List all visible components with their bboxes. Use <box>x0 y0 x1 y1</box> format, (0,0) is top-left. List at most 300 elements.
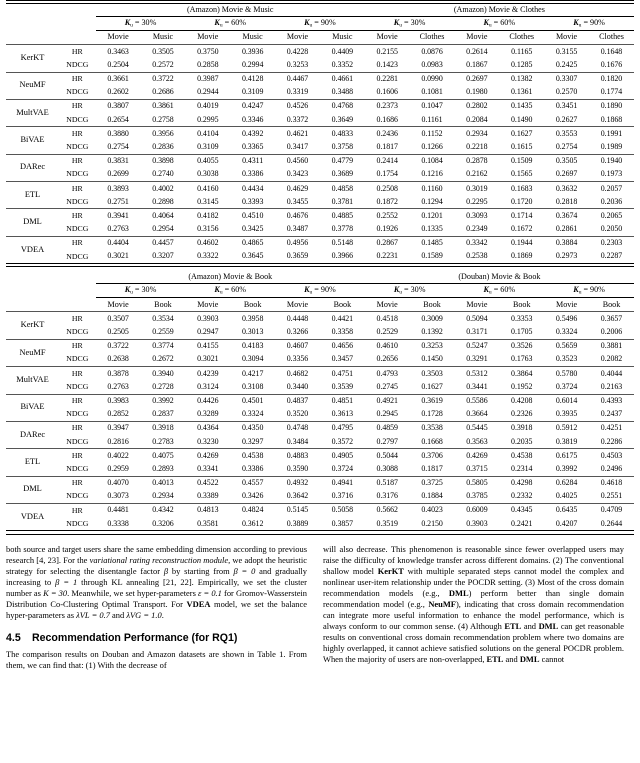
cell-DML-HR-7: 0.3725 <box>410 476 455 490</box>
cell-BiVAE-NDCG-11: 0.2437 <box>600 409 623 419</box>
cell-DML-HR-4: 0.4932 <box>275 476 320 490</box>
cell-DML-NDCG-5: 0.3778 <box>331 224 354 234</box>
metric-label-hr: HR <box>59 127 96 141</box>
cell-KerKT-HR-0: 0.3463 <box>107 46 129 56</box>
ku-header-0-2: $K_u = 90\%$ <box>275 17 365 31</box>
cell-KerKT-HR-11: 0.3657 <box>600 313 623 323</box>
rpa: will also decrease. This phenomenon is reasonable since fewer overlapped users may raise the difficulty of knowledge transfer across different domains. (2) The conventional shallow model <box>323 543 624 576</box>
cell-DML-NDCG-2: 0.3389 <box>197 491 219 501</box>
cell-MultVAE-HR-5: 0.4768 <box>320 99 365 113</box>
metric-label-hr: HR <box>71 46 83 56</box>
table2 <box>6 271 634 530</box>
ku-header-row <box>6 17 634 31</box>
cell-MultVAE-NDCG-3: 0.3346 <box>241 114 264 124</box>
cell-KerKT-HR-4: 0.4228 <box>286 46 309 56</box>
cell-NeuMF-HR-9: 0.3526 <box>499 339 544 353</box>
ku-header-1-0: $K_u = 30\%$ <box>365 284 455 298</box>
cell-NeuMF-NDCG-7: 0.1450 <box>421 354 443 364</box>
cell-ETL-NDCG-7: 0.1294 <box>421 196 443 206</box>
cell-ETL-NDCG-7: 0.1817 <box>421 463 443 473</box>
metric-label-hr: HR <box>59 367 96 381</box>
cell-DML-NDCG-6: 0.1926 <box>376 224 398 234</box>
cell-MultVAE-NDCG-0: 0.2654 <box>107 114 129 124</box>
ku-header-row <box>6 284 634 298</box>
cell-ETL-NDCG-6: 0.3088 <box>376 463 398 473</box>
metric-label-ndcg: NDCG <box>66 491 89 501</box>
right-column <box>323 544 624 672</box>
section-number: 4.5 <box>6 631 21 644</box>
cell-BiVAE-NDCG-4: 0.3520 <box>286 409 309 419</box>
domain-header-left-3: Book <box>230 298 275 312</box>
model-name-VDEA: VDEA <box>6 504 59 531</box>
metric-label-ndcg: NDCG <box>66 518 89 528</box>
cell-BiVAE-HR-4: 0.4837 <box>275 394 320 408</box>
cell-DARec-NDCG-10: 0.3819 <box>555 436 578 446</box>
cell-ETL-HR-6: 0.2508 <box>365 182 410 196</box>
cell-VDEA-HR-5: 0.5058 <box>320 504 365 518</box>
k-subscript: u <box>309 289 313 296</box>
domain-header-left-4: Movie <box>275 298 320 312</box>
cell-BiVAE-NDCG-5: 0.3613 <box>331 409 354 419</box>
cell-VDEA-HR-2: 0.4602 <box>185 236 230 250</box>
cell-VDEA-NDCG-7: 0.2150 <box>421 518 443 528</box>
cell-NeuMF-HR-7: 0.0990 <box>410 72 455 86</box>
table-row <box>6 449 634 463</box>
rpd: ), indicating that cross domain recommendation can integrate more useful information to enhance the model performance, which is always conform to our common sense. (4) Although <box>323 598 624 631</box>
cell-BiVAE-HR-1: 0.3992 <box>141 394 186 408</box>
cell-KerKT-NDCG-7: 0.0983 <box>421 59 443 69</box>
domain-header-left-0: Movie <box>96 298 141 312</box>
cell-VDEA-NDCG-8: 0.2538 <box>466 251 488 261</box>
cell-NeuMF-NDCG-5: 0.3488 <box>331 87 354 97</box>
cell-DML-NDCG-4: 0.3642 <box>286 491 309 501</box>
cell-MultVAE-NDCG-11: 0.1868 <box>600 114 623 124</box>
cell-DML-NDCG-3: 0.3426 <box>241 491 264 501</box>
cell-KerKT-NDCG-0: 0.2505 <box>107 327 129 336</box>
ku-header-1-2: $K_u = 90\%$ <box>544 284 634 298</box>
right-paragraph <box>323 544 624 665</box>
cell-MultVAE-HR-5: 0.4751 <box>320 367 365 381</box>
cell-ETL-HR-6: 0.5044 <box>365 449 410 463</box>
cell-VDEA-NDCG-5: 0.3966 <box>331 251 354 261</box>
cell-MultVAE-HR-6: 0.4793 <box>365 367 410 381</box>
cell-MultVAE-NDCG-2: 0.3124 <box>197 381 219 391</box>
domain-header-left-2: Movie <box>185 298 230 312</box>
cell-NeuMF-HR-0: 0.3722 <box>96 339 141 353</box>
cell-NeuMF-NDCG-2: 0.2944 <box>197 87 219 97</box>
cell-VDEA-HR-6: 0.5662 <box>365 504 410 518</box>
cell-NeuMF-NDCG-11: 0.2082 <box>600 354 623 364</box>
cell-KerKT-HR-1: 0.3534 <box>152 313 174 323</box>
table-row <box>6 127 634 141</box>
metric-label-ndcg: NDCG <box>66 381 89 391</box>
metric-label-hr: HR <box>59 209 96 223</box>
dataset-header-right: (Amazon) Movie & Clothes <box>365 4 634 17</box>
metric-label-ndcg: NDCG <box>66 463 89 473</box>
cell-BiVAE-NDCG-4: 0.3417 <box>286 141 309 151</box>
cell-ETL-HR-5: 0.4858 <box>320 182 365 196</box>
cell-NeuMF-HR-8: 0.5247 <box>454 339 499 353</box>
cell-MultVAE-HR-9: 0.1435 <box>499 99 544 113</box>
cell-ETL-HR-7: 0.1160 <box>410 182 455 196</box>
cell-NeuMF-NDCG-3: 0.3109 <box>241 87 264 97</box>
cell-KerKT-NDCG-4: 0.3266 <box>286 327 309 336</box>
cell-NeuMF-NDCG-11: 0.1774 <box>600 87 623 97</box>
table1-bottom-double-rule <box>6 263 634 267</box>
model-name-MultVAE: MultVAE <box>6 367 59 394</box>
cell-BiVAE-HR-8: 0.5586 <box>454 394 499 408</box>
cell-MultVAE-HR-2: 0.4019 <box>185 99 230 113</box>
lp1j: . <box>161 609 164 620</box>
cell-BiVAE-HR-11: 0.4393 <box>589 394 634 408</box>
cell-BiVAE-NDCG-9: 0.1615 <box>511 141 533 151</box>
cell-DARec-NDCG-6: 0.1754 <box>376 169 398 179</box>
cell-ETL-HR-9: 0.1683 <box>499 182 544 196</box>
cell-MultVAE-HR-11: 0.4044 <box>589 367 634 381</box>
cell-ETL-NDCG-1: 0.2898 <box>152 196 174 206</box>
cell-DARec-NDCG-7: 0.1216 <box>421 169 443 179</box>
domain-header-left-2: Movie <box>185 31 230 45</box>
cell-DARec-HR-5: 0.4779 <box>320 154 365 168</box>
cell-ETL-HR-1: 0.4002 <box>141 182 186 196</box>
cell-KerKT-NDCG-4: 0.3253 <box>286 59 309 69</box>
cell-NeuMF-NDCG-9: 0.1361 <box>511 87 533 97</box>
metric-label-hr: HR <box>59 339 96 353</box>
cell-VDEA-NDCG-6: 0.2231 <box>376 251 398 261</box>
cell-DML-NDCG-7: 0.1884 <box>421 491 443 501</box>
lp1d: and gradually increasing to <box>6 565 307 587</box>
cell-BiVAE-NDCG-9: 0.2326 <box>511 409 533 419</box>
rpe: and <box>521 620 539 631</box>
cell-NeuMF-NDCG-1: 0.2686 <box>152 87 174 97</box>
table-row <box>6 236 634 250</box>
metric-label-ndcg: NDCG <box>66 436 89 446</box>
cell-DARec-NDCG-4: 0.3484 <box>286 436 309 446</box>
lp1f: . Meanwhile, we set hyper-parameters <box>67 587 199 598</box>
k-symbol: K <box>393 17 400 27</box>
cell-ETL-NDCG-11: 0.2496 <box>600 463 623 473</box>
cell-KerKT-HR-8: 0.5094 <box>466 313 488 323</box>
cell-DARec-NDCG-8: 0.2162 <box>466 169 488 179</box>
cell-NeuMF-HR-7: 0.3253 <box>410 339 455 353</box>
ku-header-0-2: $K_u = 90\%$ <box>275 284 365 298</box>
k-subscript: u <box>399 289 402 296</box>
cell-VDEA-HR-10: 0.6435 <box>544 504 589 518</box>
cell-DARec-NDCG-4: 0.3423 <box>286 169 309 179</box>
cell-DARec-HR-5: 0.4795 <box>320 421 365 435</box>
ku-header-0-1: $K_u = 60\%$ <box>185 284 275 298</box>
cell-NeuMF-NDCG-10: 0.3523 <box>555 354 578 364</box>
cell-NeuMF-HR-9: 0.1382 <box>499 72 544 86</box>
table-row <box>6 367 634 381</box>
cell-BiVAE-NDCG-7: 0.1266 <box>421 141 443 151</box>
table-row <box>6 154 634 168</box>
cell-NeuMF-NDCG-0: 0.2638 <box>107 354 129 364</box>
domain-header-left-1: Book <box>141 298 186 312</box>
k-subscript: u <box>219 289 223 296</box>
cell-BiVAE-NDCG-5: 0.3758 <box>331 141 354 151</box>
cell-KerKT-NDCG-7: 0.1392 <box>421 327 443 336</box>
cell-BiVAE-NDCG-0: 0.2852 <box>107 409 129 419</box>
cell-VDEA-NDCG-2: 0.3581 <box>197 518 219 528</box>
domain-header-left-5: Music <box>320 31 365 45</box>
cell-DARec-NDCG-2: 0.3038 <box>197 169 219 179</box>
cell-KerKT-HR-9: 0.1165 <box>511 46 533 56</box>
cell-MultVAE-NDCG-11: 0.2163 <box>600 381 623 391</box>
cell-DARec-HR-4: 0.4560 <box>275 154 320 168</box>
cell-DARec-NDCG-3: 0.3297 <box>241 436 264 446</box>
section-heading <box>6 632 307 646</box>
cell-MultVAE-HR-3: 0.4247 <box>230 99 275 113</box>
domain-header-right-4: Movie <box>544 298 589 312</box>
k-subscript: u <box>130 21 133 28</box>
cell-MultVAE-NDCG-7: 0.1161 <box>421 114 443 124</box>
cell-DARec-NDCG-10: 0.2697 <box>555 169 578 179</box>
lp1g: for Gromov-Wasserstein Distribution Co-Clustering Optimal Transport. For <box>6 587 307 609</box>
table-row <box>6 490 634 504</box>
domain-header-row <box>6 298 634 312</box>
table-row <box>6 72 634 86</box>
cell-DARec-NDCG-3: 0.3386 <box>241 169 264 179</box>
cell-VDEA-NDCG-5: 0.3857 <box>331 518 354 528</box>
table-row <box>6 250 634 263</box>
cell-NeuMF-NDCG-7: 0.1081 <box>421 87 443 97</box>
cell-DML-HR-8: 0.3093 <box>454 209 499 223</box>
cell-BiVAE-NDCG-11: 0.1989 <box>600 141 623 151</box>
table-row <box>6 394 634 408</box>
model-name-DARec: DARec <box>6 154 59 181</box>
cell-DML-HR-5: 0.4941 <box>320 476 365 490</box>
table-row <box>6 223 634 237</box>
cell-ETL-NDCG-3: 0.3393 <box>241 196 264 206</box>
cell-ETL-NDCG-8: 0.3715 <box>466 463 488 473</box>
cell-NeuMF-NDCG-8: 0.1980 <box>466 87 488 97</box>
cell-MultVAE-NDCG-8: 0.3441 <box>466 381 488 391</box>
metric-label-hr: HR <box>59 72 96 86</box>
k-symbol: K <box>483 284 489 294</box>
cell-DARec-HR-9: 0.1509 <box>499 154 544 168</box>
rpg: and <box>503 653 520 664</box>
k-subscript: u <box>219 21 223 28</box>
cell-NeuMF-NDCG-0: 0.2602 <box>107 87 129 97</box>
cell-VDEA-NDCG-0: 0.3021 <box>107 251 129 261</box>
cell-VDEA-HR-0: 0.4404 <box>96 236 141 250</box>
cell-MultVAE-NDCG-9: 0.1490 <box>511 114 533 124</box>
cell-BiVAE-HR-6: 0.2436 <box>365 127 410 141</box>
k-subscript: u <box>488 21 492 28</box>
cell-NeuMF-HR-10: 0.3307 <box>544 72 589 86</box>
cell-VDEA-NDCG-0: 0.3338 <box>107 518 129 528</box>
cell-BiVAE-HR-8: 0.2934 <box>454 127 499 141</box>
cell-ETL-NDCG-3: 0.3386 <box>241 463 264 473</box>
table-row <box>6 462 634 476</box>
cell-BiVAE-HR-11: 0.1991 <box>589 127 634 141</box>
cell-ETL-HR-4: 0.4629 <box>275 182 320 196</box>
lp1c: by starting from <box>168 565 234 576</box>
cell-DML-NDCG-9: 0.2332 <box>511 491 533 501</box>
cell-DARec-HR-1: 0.3918 <box>141 421 186 435</box>
cell-NeuMF-HR-5: 0.4656 <box>320 339 365 353</box>
cell-DML-HR-9: 0.4298 <box>499 476 544 490</box>
cell-VDEA-HR-5: 0.5148 <box>320 236 365 250</box>
cell-NeuMF-HR-4: 0.4607 <box>275 339 320 353</box>
cell-NeuMF-HR-4: 0.4467 <box>275 72 320 86</box>
cell-ETL-HR-3: 0.4434 <box>230 182 275 196</box>
cell-NeuMF-NDCG-5: 0.3457 <box>331 354 354 364</box>
cell-DML-NDCG-1: 0.2954 <box>152 224 174 234</box>
table-row <box>6 504 634 518</box>
lp1h: model, we set the balance hyper-parameters as <box>6 598 307 620</box>
cell-BiVAE-HR-10: 0.6014 <box>544 394 589 408</box>
ku-header-1-1: $K_u = 60\%$ <box>454 284 544 298</box>
cell-DML-NDCG-3: 0.3425 <box>241 224 264 234</box>
ku-header-0-0: $K_u = 30\%$ <box>96 17 186 31</box>
cell-NeuMF-NDCG-6: 0.1606 <box>376 87 398 97</box>
cell-BiVAE-NDCG-7: 0.1728 <box>421 409 443 419</box>
metric-label-hr: HR <box>59 476 96 490</box>
lambda-vl: λVL = 0.7 <box>76 609 110 620</box>
cell-DARec-HR-8: 0.5445 <box>454 421 499 435</box>
cell-BiVAE-HR-2: 0.4104 <box>185 127 230 141</box>
cell-NeuMF-HR-1: 0.3774 <box>141 339 186 353</box>
cell-MultVAE-NDCG-0: 0.2763 <box>107 381 129 391</box>
results-table-1 <box>6 0 634 267</box>
cell-DARec-HR-2: 0.4364 <box>185 421 230 435</box>
corner-cell-2 <box>6 284 96 298</box>
cell-MultVAE-NDCG-6: 0.2745 <box>376 381 398 391</box>
cell-BiVAE-NDCG-2: 0.3289 <box>197 409 219 419</box>
ku-header-1-2: $K_u = 90\%$ <box>544 17 634 31</box>
cell-ETL-NDCG-0: 0.2959 <box>107 463 129 473</box>
cell-MultVAE-HR-11: 0.1890 <box>589 99 634 113</box>
cell-NeuMF-NDCG-9: 0.1763 <box>511 354 533 364</box>
cell-MultVAE-HR-3: 0.4217 <box>230 367 275 381</box>
cell-DARec-HR-8: 0.2878 <box>454 154 499 168</box>
cell-NeuMF-HR-8: 0.2697 <box>454 72 499 86</box>
cell-BiVAE-HR-7: 0.3619 <box>410 394 455 408</box>
cell-KerKT-HR-6: 0.4518 <box>376 313 398 323</box>
cell-VDEA-HR-6: 0.2867 <box>365 236 410 250</box>
cell-DARec-HR-7: 0.3538 <box>410 421 455 435</box>
model-vdea-mention: VDEA <box>186 598 211 609</box>
table-row <box>6 339 634 353</box>
cell-KerKT-HR-7: 0.3009 <box>421 313 443 323</box>
model-etl-mention: ETL <box>504 620 522 631</box>
cell-MultVAE-HR-8: 0.5312 <box>454 367 499 381</box>
cell-BiVAE-NDCG-1: 0.2837 <box>152 409 174 419</box>
cell-VDEA-NDCG-11: 0.2644 <box>600 518 623 528</box>
cell-DARec-NDCG-11: 0.1973 <box>600 169 623 179</box>
cell-VDEA-HR-1: 0.4342 <box>141 504 186 518</box>
dataset-header-right: (Douban) Movie & Book <box>365 271 634 284</box>
table-row <box>6 326 634 340</box>
cell-MultVAE-NDCG-4: 0.3440 <box>286 381 309 391</box>
cell-NeuMF-NDCG-6: 0.2656 <box>376 354 398 364</box>
cell-DARec-NDCG-0: 0.2816 <box>107 436 129 446</box>
cell-DARec-NDCG-5: 0.3689 <box>331 169 354 179</box>
cell-ETL-NDCG-0: 0.2751 <box>107 196 129 206</box>
cell-ETL-NDCG-2: 0.3145 <box>197 196 219 206</box>
cell-DML-HR-11: 0.4618 <box>589 476 634 490</box>
cell-ETL-NDCG-11: 0.2036 <box>600 196 623 206</box>
domain-header-left-4: Movie <box>275 31 320 45</box>
lambda-vg: λVG = 1.0 <box>126 609 162 620</box>
cell-BiVAE-HR-2: 0.4426 <box>185 394 230 408</box>
cell-DARec-HR-2: 0.4055 <box>185 154 230 168</box>
cell-DARec-NDCG-9: 0.1565 <box>511 169 533 179</box>
cell-VDEA-NDCG-1: 0.3207 <box>152 251 174 261</box>
cell-DML-HR-2: 0.4522 <box>185 476 230 490</box>
domain-header-left-0: Movie <box>96 31 141 45</box>
cell-DARec-NDCG-11: 0.2286 <box>600 436 623 446</box>
cell-DML-HR-0: 0.3941 <box>96 209 141 223</box>
cell-MultVAE-NDCG-8: 0.2084 <box>466 114 488 124</box>
cell-ETL-HR-10: 0.3632 <box>544 182 589 196</box>
cell-ETL-HR-2: 0.4269 <box>185 449 230 463</box>
cell-MultVAE-NDCG-1: 0.2728 <box>152 381 174 391</box>
metric-label-ndcg: NDCG <box>66 87 89 97</box>
model-neumf-mention: NeuMF <box>428 598 456 609</box>
cell-KerKT-NDCG-6: 0.1423 <box>376 59 398 69</box>
metric-label-hr: HR <box>59 394 96 408</box>
beta-1: β <box>163 565 169 576</box>
cell-KerKT-NDCG-1: 0.2572 <box>152 59 174 69</box>
left-paragraph-1 <box>6 544 307 621</box>
metric-label-ndcg: NDCG <box>66 169 89 179</box>
model-name-KerKT: KerKT <box>20 320 45 330</box>
cell-VDEA-HR-4: 0.5145 <box>275 504 320 518</box>
table2-bottom-double-rule <box>6 530 634 534</box>
cell-ETL-NDCG-5: 0.3781 <box>331 196 354 206</box>
cell-ETL-NDCG-9: 0.1720 <box>511 196 533 206</box>
k-symbol: K <box>304 17 310 27</box>
cell-KerKT-HR-11: 0.1648 <box>600 46 623 56</box>
cell-VDEA-NDCG-11: 0.2287 <box>600 251 623 261</box>
cell-ETL-HR-8: 0.3019 <box>454 182 499 196</box>
metric-label-ndcg: NDCG <box>66 142 89 151</box>
model-name-DARec: DARec <box>6 421 59 448</box>
domain-header-right-1: Clothes <box>410 31 455 45</box>
cell-BiVAE-NDCG-8: 0.3664 <box>466 409 488 419</box>
cell-BiVAE-HR-5: 0.4851 <box>320 394 365 408</box>
cell-BiVAE-NDCG-8: 0.2218 <box>466 141 488 151</box>
cell-BiVAE-NDCG-3: 0.3365 <box>241 141 264 151</box>
metric-label-ndcg: NDCG <box>66 114 89 124</box>
k-symbol: K <box>214 284 220 294</box>
table-row <box>6 435 634 449</box>
table-row <box>6 353 634 367</box>
cell-BiVAE-NDCG-0: 0.2754 <box>107 141 129 151</box>
body-columns <box>6 544 634 672</box>
left-column <box>6 544 307 672</box>
rpc: ) perform better than single domain recommendation model (e.g., <box>323 587 624 609</box>
cell-KerKT-HR-4: 0.4448 <box>286 313 309 323</box>
cell-MultVAE-NDCG-1: 0.2758 <box>152 114 174 124</box>
cell-VDEA-NDCG-3: 0.3645 <box>241 251 264 261</box>
k-symbol: K <box>573 284 579 294</box>
domain-header-right-0: Movie <box>365 31 410 45</box>
cell-ETL-NDCG-6: 0.1872 <box>376 196 398 206</box>
cell-VDEA-HR-2: 0.4813 <box>185 504 230 518</box>
model-name-BiVAE: BiVAE <box>6 394 59 421</box>
ku-header-0-0: $K_u = 30\%$ <box>96 284 186 298</box>
cell-DARec-NDCG-1: 0.2783 <box>152 436 174 446</box>
k-subscript: u <box>578 21 582 28</box>
cell-DML-HR-11: 0.2065 <box>589 209 634 223</box>
model-name-VDEA: VDEA <box>6 236 59 263</box>
cell-VDEA-NDCG-1: 0.3206 <box>152 518 174 528</box>
cell-BiVAE-HR-1: 0.3956 <box>141 127 186 141</box>
